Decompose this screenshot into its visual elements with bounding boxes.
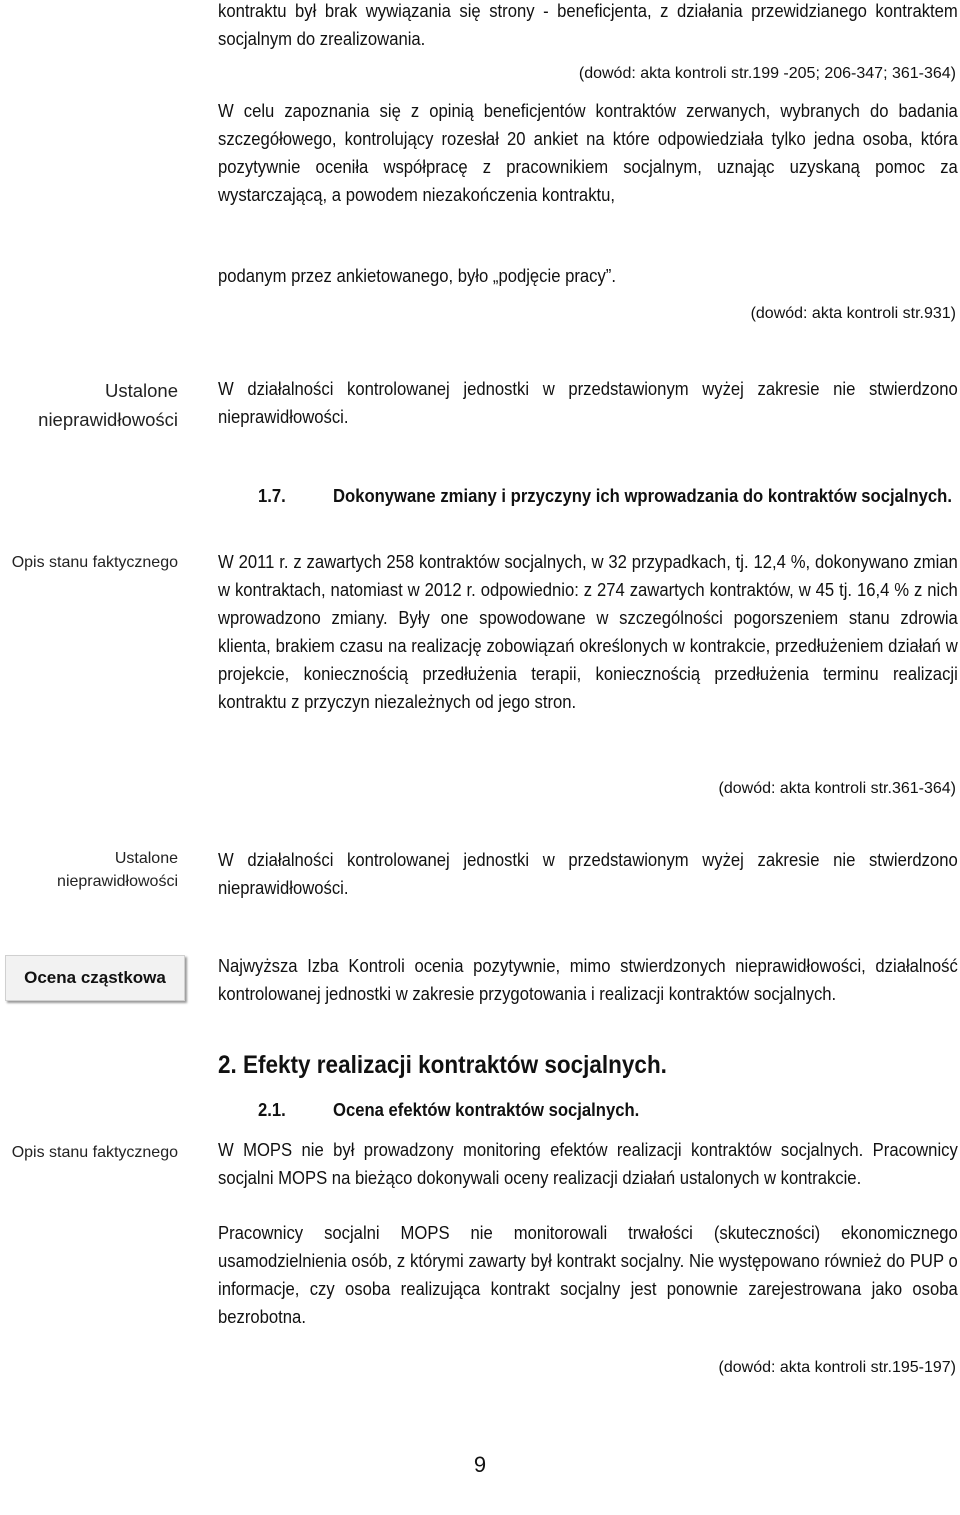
subsection-title: Ocena efektów kontraktów socjalnych.: [333, 1099, 640, 1120]
chapter-title: 2. Efekty realizacji kontraktów socjalnych.: [218, 1051, 667, 1079]
paragraph-survey: W celu zapoznania się z opinią beneficjentów kontraktów zerwanych, wybranych do badania szczegółowego, kontrolujący rozesłał 20 ankiet na które odpowiedziała tylko jedna osoba, która pozytywnie oceniła współpracę z pracownikiem socjalnym, uznając uzyskaną pomoc za wystarczającą, a powodem niezakończenia kontraktu,: [218, 100, 958, 205]
paragraph-continuation: kontraktu był brak wywiązania się strony - beneficjenta, z działania przewidzianego kontraktem socjalnym do zrealizowania.: [218, 0, 958, 49]
side-label-ustalone: Ustalone nieprawidłowości: [38, 380, 178, 430]
side-label-opis: Opis stanu faktycznego: [11, 554, 178, 571]
ustalone-text: W działalności kontrolowanej jednostki w przedstawionym wyżej zakresie nie stwierdzono nieprawidłowości.: [218, 849, 958, 898]
side-label-ustalone: Ustalone nieprawidłowości: [57, 850, 178, 890]
ustalone-text: W działalności kontrolowanej jednostki w przedstawionym wyżej zakresie nie stwierdzono nieprawidłowości.: [218, 378, 958, 427]
ocena-label-box: Ocena cząstkowa: [5, 955, 185, 1001]
chapter-2-para-1: W MOPS nie był prowadzony monitoring efektów realizacji kontraktów socjalnych. Pracownicy socjalni MOPS na bieżąco dokonywali oceny realizacji działań ustalonych w kontrakcie.: [218, 1139, 958, 1188]
evidence-note: (dowód: akta kontroli str.361-364): [718, 780, 956, 797]
paragraph-survey-end: podanym przez ankietowanego, było „podjęcie pracy”.: [218, 265, 616, 286]
evidence-note: (dowód: akta kontroli str.199 -205; 206-347; 361-364): [578, 65, 956, 82]
evidence-note: (dowód: akta kontroli str.931): [750, 305, 956, 322]
subsection-number: 2.1.: [258, 1099, 286, 1120]
section-1-7-text: W 2011 r. z zawartych 258 kontraktów socjalnych, w 32 przypadkach, tj. 12,4 %, dokonywano zmian w kontraktach, natomiast w 2012 r. odpowiednio: z 274 zawartych kontraktów, w 45 tj. 16,4 % z nich wprowadzono zmiany. Były one spowodowane w szczególności pogorszeniem stanu zdrowia klienta, brakiem czasu na realizację zobowiązań określonych w kontrakcie, przedłużeniem działań w projekcie, koniecznością przedłużenia terapii, koniecznością przedłużenia terminu realizacji kontraktu z przyczyn niezależnych od jego stron.: [218, 551, 958, 712]
side-label-opis: Opis stanu faktycznego: [11, 1144, 178, 1161]
section-number: 1.7.: [258, 485, 286, 506]
page-number: 9: [473, 1452, 487, 1477]
chapter-2-para-2: Pracownicy socjalni MOPS nie monitorowali trwałości (skuteczności) ekonomicznego usamodzielnienia osób, z którymi zawarty był kontrakt socjalny. Nie występowano również do PUP o informacje, czy osoba realizująca kontrakt socjalny jest ponownie zarejestrowana jako osoba bezrobotna.: [218, 1222, 958, 1327]
section-title: Dokonywane zmiany i przyczyny ich wprowadzania do kontraktów socjalnych.: [333, 485, 952, 506]
evidence-note: (dowód: akta kontroli str.195-197): [718, 1359, 956, 1376]
ocena-text: Najwyższa Izba Kontroli ocenia pozytywnie, mimo stwierdzonych nieprawidłowości, działalność kontrolowanej jednostki w zakresie przygotowania i realizacji kontraktów socjalnych.: [218, 955, 958, 1004]
